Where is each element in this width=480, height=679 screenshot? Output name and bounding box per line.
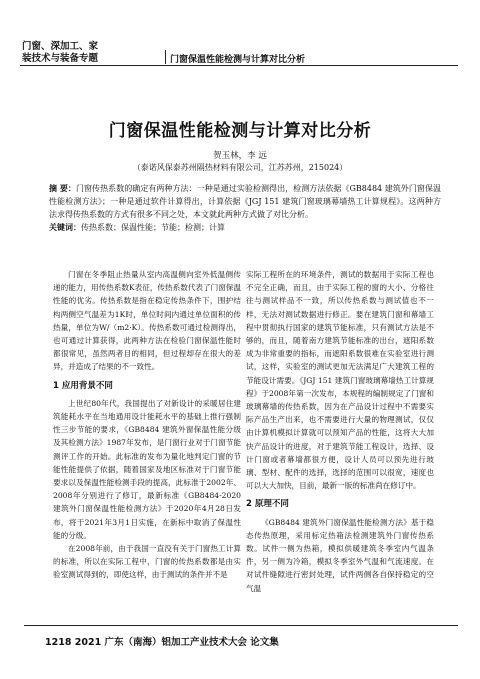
abstract-text: 门窗传热系数的确定有两种方法：一种是通过实验检测得出，检测方法依据《GB8484 建筑外门窗保温性能检测方法》；一种是通过软件计算得出，计算依据《JGJ 151 建筑门窗玻璃幕墙热工计算规程》。这两种方法求得传热系数的方式有很多不同之处，本文就此两种方式做了对比分析。: [49, 184, 441, 219]
abstract: [49, 182, 441, 221]
paragraph: 实际工程所在的环境条件，测试的数据用于实际工程也不完全正确，而且，由于实际工程的窗的大小、分格往往与测试样品不一致，所以传热系数与测试值也不一样，无法对测试数据进行修正。要在建筑门窗和幕墙工程中贯彻执行国家的建筑节能标准，只有测试方法是不够的，而且，随着南方建筑节能标准的出台，遮阳系数成为非常重要的指标，而遮阳系数很难在实验室进行测试，这样，实验室的测试更加无法满足广大建筑工程的节能设计需要。《JGJ 151 建筑门窗玻璃幕墙热工计算规程》于2008年第一次发布，本规程的编制规定了门窗和玻璃幕墙的传热系数，因为在产品设计过程中不需要实际产品生产出来，也不需要进行大量的物理测试，仅仅由计算机模拟计算就可以预知产品的性能，这将大大加快产品设计的进度，对于建筑节能工程设计，选择、设计门窗或者幕墙都很方便，设计人员可以预先进行玻璃、型材、配件的选择，选择的范围可以很宽，速度也可以大大加快，目前，最新一版的标准尚在修订中。: [246, 270, 434, 491]
paragraph: 上世纪80年代，我国提出了对新设计的采暖居住建筑能耗水平在当地通用设计能耗水平的基础上推行强制性三步节能的要求，《GB8484 建筑外窗保温性能分级及其检测方法》1987年发布，是门窗行业对于门窗节能测评工作的开始。此标准的发布为量化地判定门窗的节能性能提供了依据，随着国家及地区标准对于门窗节能要求以及保温性能检测手段的提高，此标准于2002年、2008年分别进行了修订，最新标准《GB8484-2020 建筑外门窗保温性能检测方法》于2020年4月28日发布，将于2021年3月1日实施，在新标中取消了保温性能的分级。: [53, 398, 241, 540]
header-rule: [20, 65, 458, 66]
keywords-text: 传热系数；保温性能；节能；检测；计算: [81, 223, 225, 232]
abstract-label: 摘 要：: [49, 184, 76, 193]
paragraph: 《GB8484 建筑外门窗保温性能检测方法》基于稳态传热原理，采用标定热箱法检测建筑外门窗传热系数。试件一侧为热箱，模拟供暖建筑冬季室内气温条件，另一侧为冷箱，模拟冬季室外气温和气流速度。在对试件缝隙进行密封处理，试件两侧各自保持稳定的空气温: [246, 517, 434, 593]
paper-title: 门窗保温性能检测与计算对比分析: [108, 121, 372, 141]
paragraph: 在2008年前，由于我国一直没有关于门窗热工计算的标准，所以在实际工程中，门窗的传热系数都是由实验室测试得到的，即使这样，由于测试的条件并不是: [53, 544, 241, 580]
section-heading: 2 原理不同: [246, 499, 289, 510]
paragraph: 门窗在冬季阻止热量从室内高温侧向室外低温侧传递的能力，用传热系数K表征，传热系数代表了门窗保温性能的优劣。传热系数是指在稳定传热条件下，围护结构两侧空气温差为1K时，单位时间内通过单位面积的传热量，单位为W/（m2·K）。传热系数可通过检测得出，也可通过计算获得，此两种方法在检验门窗保温性能时都很常见，虽然两者目的相同，但过程却存在很大的差异，并造成了结果的不一致性。: [53, 270, 241, 372]
journal-tag-line1: 门窗、深加工、家: [22, 41, 99, 52]
paper-authors: 贺玉林，李 远: [213, 151, 267, 161]
paper-affiliation: （泰诺风保泰苏州隔热材料有限公司，江苏苏州，215024）: [132, 163, 348, 172]
keywords-label: 关键词：: [49, 223, 81, 232]
footer-rule: [24, 625, 458, 626]
running-header-title: 门窗保温性能检测与计算对比分析: [170, 55, 306, 65]
body-column-left: [53, 268, 241, 582]
header-separator: [165, 50, 166, 64]
keywords: [49, 222, 225, 233]
section-heading: 1 应用背景不同: [53, 380, 113, 391]
journal-tag-line2: 装技术与装备专题: [22, 53, 99, 64]
journal-tag: [22, 41, 98, 65]
page-footer: 1218 2021 广东（南海）铝加工产业技术大会 论文集: [45, 637, 279, 648]
body-column-right: [246, 268, 434, 595]
